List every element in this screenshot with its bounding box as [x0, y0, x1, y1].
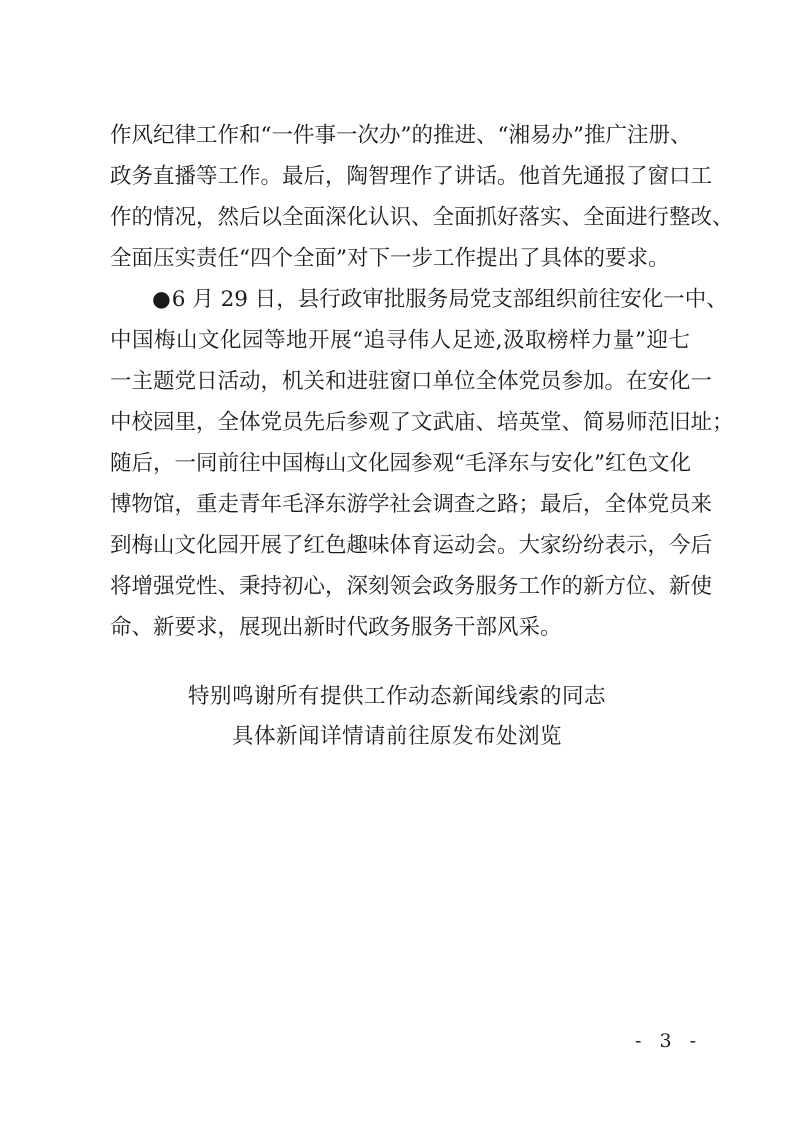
paragraph-line: 中国梅山文化园等地开展“追寻伟人足迹,汲取榜样力量”迎七 [110, 328, 690, 353]
paragraph-line: 中校园里，全体党员先后参观了文武庙、培英堂、简易师范旧址； [110, 410, 734, 435]
acknowledgement-line-1: 特别鸣谢所有提供工作动态新闻线索的同志 [187, 684, 606, 709]
paragraph-line-text: 6 月 29 日，县行政审批服务局党支部组织前往安化一中、 [171, 287, 728, 312]
paragraph-line: 随后，一同前往中国梅山文化园参观“毛泽东与安化”红色文化 [110, 451, 691, 476]
paragraph-line: 作的情况，然后以全面深化认识、全面抓好落实、全面进行整改、 [110, 205, 734, 230]
paragraph-line: 作风纪律工作和“一件事一次办”的推进、“湘易办”推广注册、 [110, 123, 692, 148]
paragraph-line: 全面压实责任“四个全面”对下一步工作提出了具体的要求。 [110, 246, 670, 271]
paragraph-line: 博物馆，重走青年毛泽东游学社会调查之路；最后，全体党员来 [110, 492, 713, 517]
page-number: - 3 - [634, 1030, 702, 1052]
bullet-icon: ● [152, 287, 171, 312]
paragraph-line: 一主题党日活动，机关和进驻窗口单位全体党员参加。在安化一 [110, 369, 713, 394]
paragraph-line: 到梅山文化园开展了红色趣味体育运动会。大家纷纷表示，今后 [110, 533, 713, 558]
paragraph-line-first [152, 280, 728, 320]
paragraph-line: 将增强党性、秉持初心，深刻领会政务服务工作的新方位、新使 [110, 574, 713, 599]
paragraph-line: 命、新要求，展现出新时代政务服务干部风采。 [110, 615, 562, 640]
acknowledgement-line-2: 具体新闻详情请前往原发布处浏览 [231, 724, 562, 749]
paragraph-line: 政务直播等工作。最后，陶智理作了讲话。他首先通报了窗口工 [110, 164, 713, 189]
